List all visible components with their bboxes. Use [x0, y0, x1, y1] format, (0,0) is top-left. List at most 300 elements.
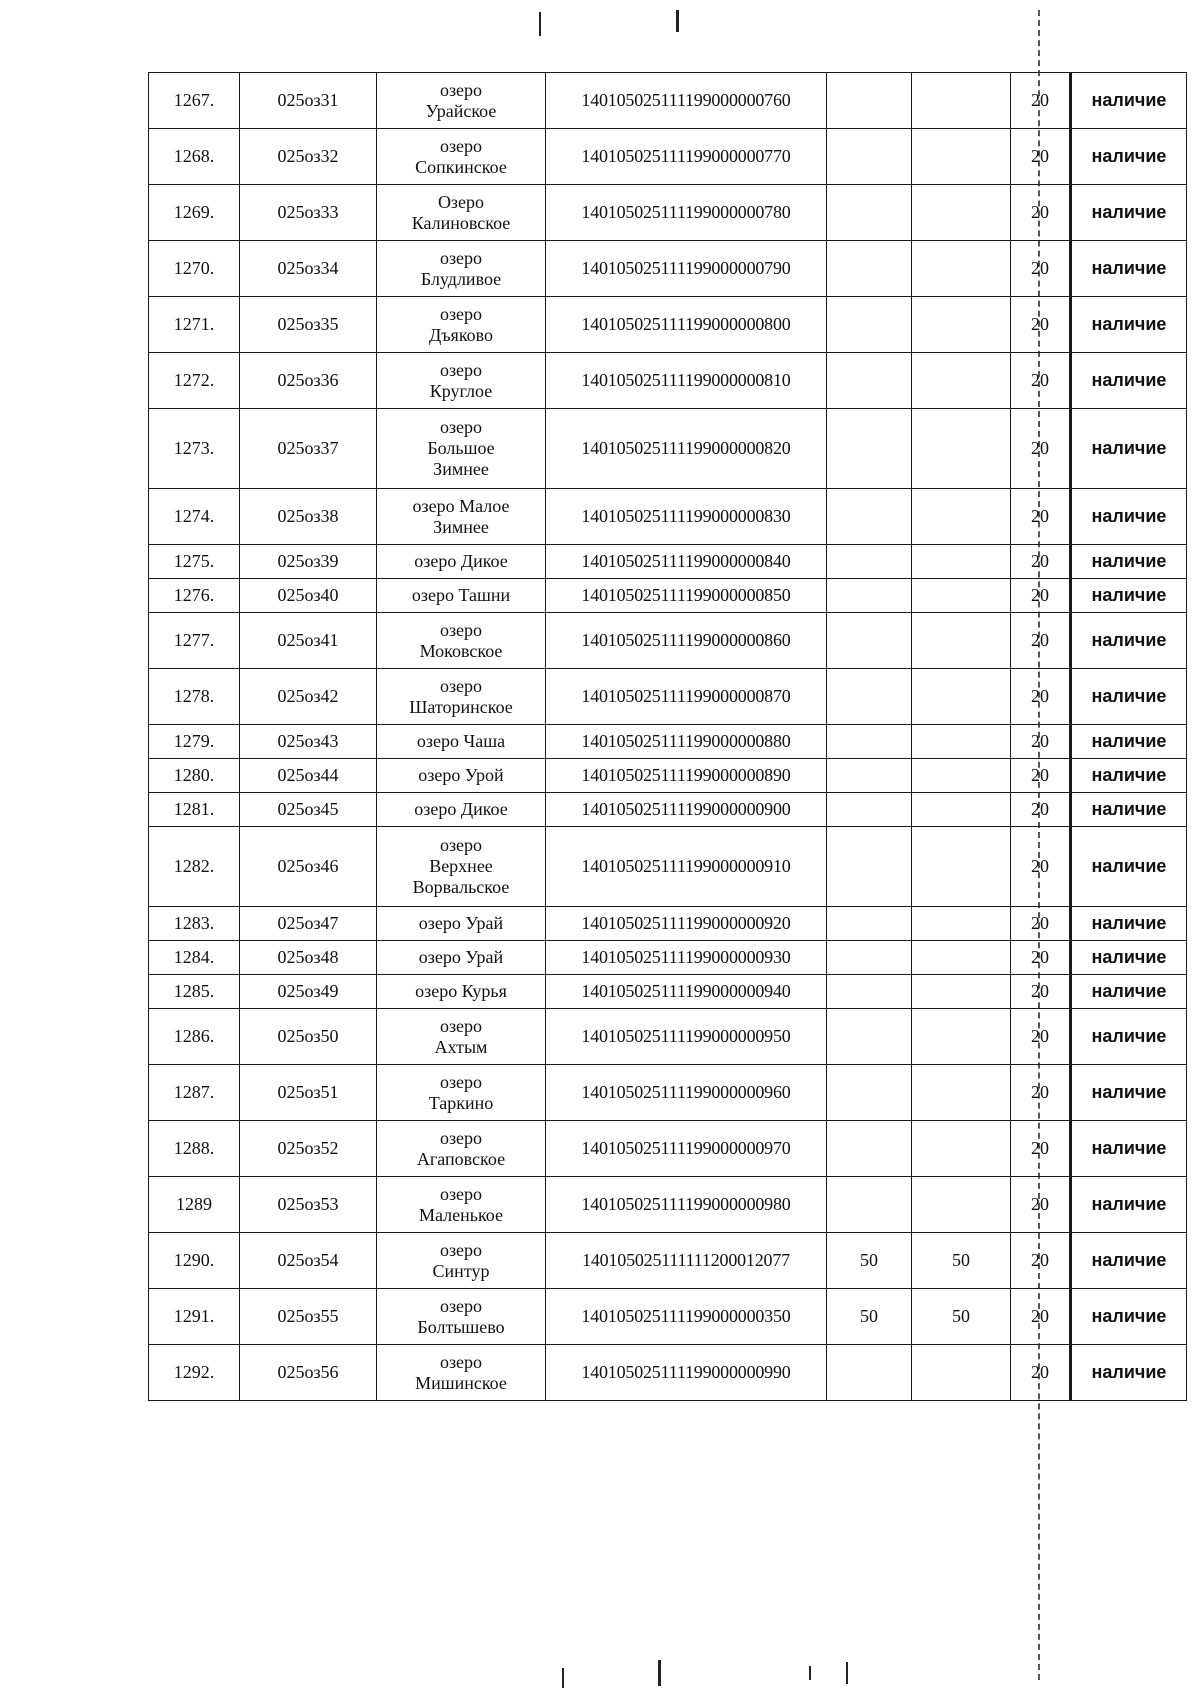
- row-registry-id: [546, 793, 827, 827]
- row-status: [1071, 1345, 1187, 1401]
- row-number: [149, 759, 240, 793]
- row-number-text: 1279.: [173, 731, 215, 751]
- row-registry-id-text: 140105025111199000000970: [581, 1138, 791, 1158]
- row-value-c-text: 20: [1031, 686, 1049, 706]
- row-number-text: 1289: [176, 1194, 212, 1214]
- table-row: [149, 545, 1187, 579]
- row-value-b: [912, 185, 1011, 241]
- row-registry-id: [546, 1121, 827, 1177]
- row-value-c: [1011, 353, 1071, 409]
- row-name: [377, 941, 546, 975]
- row-value-c: [1011, 1177, 1071, 1233]
- row-value-c-text: 20: [1031, 90, 1049, 110]
- row-registry-id-text: 140105025111199000000860: [581, 630, 791, 650]
- row-registry-id-text: 140105025111199000000850: [581, 585, 791, 605]
- row-number: [149, 669, 240, 725]
- row-name-text: озеро Таркино: [428, 1071, 494, 1113]
- row-code-text: 025оз39: [277, 551, 339, 571]
- row-code-text: 025оз52: [277, 1138, 339, 1158]
- scan-mark-bottom-1: [562, 1668, 564, 1688]
- row-code-text: 025оз38: [277, 506, 339, 526]
- row-value-a: [827, 975, 912, 1009]
- table-row: [149, 73, 1187, 129]
- row-code: [240, 613, 377, 669]
- row-status: [1071, 297, 1187, 353]
- row-code: [240, 579, 377, 613]
- row-status-text: наличие: [1091, 314, 1167, 334]
- row-status: [1071, 489, 1187, 545]
- row-registry-id: [546, 545, 827, 579]
- row-value-c: [1011, 725, 1071, 759]
- row-code-text: 025оз37: [277, 438, 339, 458]
- row-status-text: наличие: [1091, 438, 1167, 458]
- row-registry-id-text: 140105025111199000000960: [581, 1082, 791, 1102]
- row-code: [240, 1065, 377, 1121]
- row-code: [240, 545, 377, 579]
- row-name-text: озеро Агаповское: [416, 1127, 506, 1169]
- row-code: [240, 1121, 377, 1177]
- row-value-c-text: 20: [1031, 947, 1049, 967]
- row-name-text: озеро Ахтым: [434, 1015, 488, 1057]
- row-status-text: наличие: [1091, 731, 1167, 751]
- row-status: [1071, 545, 1187, 579]
- row-name: [377, 1233, 546, 1289]
- row-status-text: наличие: [1091, 947, 1167, 967]
- row-status: [1071, 241, 1187, 297]
- row-registry-id-text: 140105025111199000000770: [581, 146, 791, 166]
- row-number-text: 1275.: [173, 551, 215, 571]
- row-status: [1071, 1065, 1187, 1121]
- row-value-a-text: 50: [860, 1250, 878, 1270]
- row-status: [1071, 1233, 1187, 1289]
- row-registry-id: [546, 975, 827, 1009]
- row-value-c: [1011, 185, 1071, 241]
- table-row: [149, 241, 1187, 297]
- row-code-text: 025оз56: [277, 1362, 339, 1382]
- row-registry-id: [546, 1177, 827, 1233]
- row-number-text: 1281.: [173, 799, 215, 819]
- row-code: [240, 353, 377, 409]
- row-value-c: [1011, 975, 1071, 1009]
- row-code: [240, 409, 377, 489]
- row-value-b: [912, 1009, 1011, 1065]
- table-row: [149, 827, 1187, 907]
- row-value-c-text: 20: [1031, 981, 1049, 1001]
- table-row: [149, 353, 1187, 409]
- row-value-c: [1011, 1289, 1071, 1345]
- row-registry-id-text: 140105025111199000000350: [581, 1306, 791, 1326]
- row-registry-id: [546, 297, 827, 353]
- row-name: [377, 1065, 546, 1121]
- row-value-c-text: 20: [1031, 1026, 1049, 1046]
- row-value-b: [912, 793, 1011, 827]
- row-value-c-text: 20: [1031, 1306, 1049, 1326]
- row-name-text: озеро Моковское: [419, 619, 503, 661]
- row-code: [240, 827, 377, 907]
- scan-mark-bottom-3: [809, 1666, 811, 1680]
- row-code-text: 025оз40: [277, 585, 339, 605]
- row-number: [149, 1009, 240, 1065]
- row-value-a: [827, 1121, 912, 1177]
- row-code: [240, 73, 377, 129]
- row-value-c: [1011, 129, 1071, 185]
- row-value-c: [1011, 409, 1071, 489]
- row-name-text: озеро Урой: [418, 765, 504, 785]
- row-name-text: озеро Маленькое: [418, 1183, 503, 1225]
- row-name-text: озеро Круглое: [429, 359, 493, 401]
- row-number: [149, 975, 240, 1009]
- row-number-text: 1267.: [173, 90, 215, 110]
- row-number-text: 1285.: [173, 981, 215, 1001]
- table-row: [149, 941, 1187, 975]
- row-name: [377, 489, 546, 545]
- row-number: [149, 545, 240, 579]
- row-code: [240, 241, 377, 297]
- row-number-text: 1292.: [173, 1362, 215, 1382]
- row-value-c: [1011, 759, 1071, 793]
- row-value-a: [827, 353, 912, 409]
- row-code: [240, 1009, 377, 1065]
- row-value-c-text: 20: [1031, 1194, 1049, 1214]
- row-status: [1071, 129, 1187, 185]
- row-value-c: [1011, 793, 1071, 827]
- row-code-text: 025оз48: [277, 947, 339, 967]
- table-row: [149, 579, 1187, 613]
- table-row: [149, 907, 1187, 941]
- row-registry-id: [546, 1233, 827, 1289]
- row-status-text: наличие: [1091, 146, 1167, 166]
- table-row: [149, 1009, 1187, 1065]
- row-number-text: 1269.: [173, 202, 215, 222]
- row-registry-id: [546, 1065, 827, 1121]
- row-registry-id-text: 140105025111199000000950: [581, 1026, 791, 1046]
- row-registry-id-text: 140105025111199000000760: [581, 90, 791, 110]
- row-value-b: [912, 1233, 1011, 1289]
- table-row: [149, 1233, 1187, 1289]
- row-value-c: [1011, 545, 1071, 579]
- row-number: [149, 353, 240, 409]
- row-code: [240, 185, 377, 241]
- row-registry-id-text: 140105025111199000000840: [581, 551, 791, 571]
- row-status: [1071, 73, 1187, 129]
- row-value-b: [912, 545, 1011, 579]
- row-value-c: [1011, 907, 1071, 941]
- row-value-a: [827, 759, 912, 793]
- row-value-b: [912, 1289, 1011, 1345]
- row-number-text: 1271.: [173, 314, 215, 334]
- row-name: [377, 907, 546, 941]
- scan-mark-top-left: [539, 12, 541, 36]
- row-status-text: наличие: [1091, 585, 1167, 605]
- row-number: [149, 793, 240, 827]
- row-value-c: [1011, 1065, 1071, 1121]
- row-status-text: наличие: [1091, 913, 1167, 933]
- row-value-c-text: 20: [1031, 314, 1049, 334]
- row-value-c-text: 20: [1031, 551, 1049, 571]
- row-value-c: [1011, 1121, 1071, 1177]
- row-name: [377, 353, 546, 409]
- row-value-a: [827, 185, 912, 241]
- row-value-b: [912, 725, 1011, 759]
- row-value-c: [1011, 241, 1071, 297]
- row-number: [149, 1065, 240, 1121]
- row-status-text: наличие: [1091, 856, 1167, 876]
- row-registry-id: [546, 1009, 827, 1065]
- row-code-text: 025оз54: [277, 1250, 339, 1270]
- row-value-c-text: 20: [1031, 1362, 1049, 1382]
- row-name-text: озеро Дикое: [414, 799, 508, 819]
- row-code: [240, 1233, 377, 1289]
- table-row: [149, 409, 1187, 489]
- row-name: [377, 669, 546, 725]
- row-name-text: озеро Чаша: [416, 731, 506, 751]
- row-status: [1071, 1289, 1187, 1345]
- row-value-c-text: 20: [1031, 370, 1049, 390]
- row-name: [377, 793, 546, 827]
- row-code-text: 025оз42: [277, 686, 339, 706]
- row-name: [377, 1289, 546, 1345]
- row-code-text: 025оз55: [277, 1306, 339, 1326]
- row-code: [240, 941, 377, 975]
- row-status-text: наличие: [1091, 1362, 1167, 1382]
- row-value-c-text: 20: [1031, 438, 1049, 458]
- row-value-a: [827, 941, 912, 975]
- row-registry-id: [546, 129, 827, 185]
- row-registry-id: [546, 669, 827, 725]
- table-row: [149, 1065, 1187, 1121]
- row-status: [1071, 1177, 1187, 1233]
- row-registry-id-text: 140105025111199000000940: [581, 981, 791, 1001]
- row-value-a: [827, 129, 912, 185]
- row-code-text: 025оз49: [277, 981, 339, 1001]
- row-name: [377, 409, 546, 489]
- row-status-text: наличие: [1091, 551, 1167, 571]
- table-row: [149, 1177, 1187, 1233]
- row-name-text: озеро Синтур: [432, 1239, 490, 1281]
- row-code: [240, 1345, 377, 1401]
- row-registry-id: [546, 73, 827, 129]
- row-number-text: 1283.: [173, 913, 215, 933]
- row-registry-id-text: 140105025111199000000880: [581, 731, 791, 751]
- row-registry-id-text: 140105025111199000000810: [581, 370, 791, 390]
- row-value-c: [1011, 827, 1071, 907]
- row-value-c-text: 20: [1031, 146, 1049, 166]
- row-value-b: [912, 827, 1011, 907]
- row-value-c: [1011, 1009, 1071, 1065]
- row-status: [1071, 669, 1187, 725]
- row-value-a: [827, 73, 912, 129]
- row-code: [240, 793, 377, 827]
- row-value-b: [912, 975, 1011, 1009]
- row-value-b: [912, 579, 1011, 613]
- row-value-c-text: 20: [1031, 202, 1049, 222]
- row-status: [1071, 185, 1187, 241]
- row-registry-id: [546, 241, 827, 297]
- row-value-b: [912, 353, 1011, 409]
- row-value-b: [912, 1121, 1011, 1177]
- row-registry-id: [546, 907, 827, 941]
- row-status-text: наличие: [1091, 1250, 1167, 1270]
- row-registry-id-text: 140105025111199000000890: [581, 765, 791, 785]
- row-value-b: [912, 409, 1011, 489]
- row-number-text: 1290.: [173, 1250, 215, 1270]
- row-code: [240, 1289, 377, 1345]
- row-code: [240, 489, 377, 545]
- row-name-text: озеро Дикое: [414, 551, 508, 571]
- row-status-text: наличие: [1091, 1194, 1167, 1214]
- row-number: [149, 1121, 240, 1177]
- row-registry-id-text: 140105025111199000000930: [581, 947, 791, 967]
- row-name: [377, 545, 546, 579]
- row-name: [377, 185, 546, 241]
- row-code-text: 025оз46: [277, 856, 339, 876]
- row-value-b: [912, 669, 1011, 725]
- row-number-text: 1273.: [173, 438, 215, 458]
- scan-mark-bottom-4: [846, 1662, 848, 1684]
- row-value-a: [827, 793, 912, 827]
- row-value-c: [1011, 73, 1071, 129]
- row-number-text: 1282.: [173, 856, 215, 876]
- row-name-text: озеро Урай: [418, 947, 504, 967]
- row-value-a: [827, 489, 912, 545]
- row-name-text: озеро Ташни: [411, 585, 511, 605]
- row-value-a: [827, 241, 912, 297]
- row-number-text: 1277.: [173, 630, 215, 650]
- row-code: [240, 129, 377, 185]
- row-value-b: [912, 1177, 1011, 1233]
- row-value-b: [912, 613, 1011, 669]
- row-code-text: 025оз36: [277, 370, 339, 390]
- row-registry-id-text: 140105025111199000000830: [581, 506, 791, 526]
- row-status: [1071, 409, 1187, 489]
- row-registry-id: [546, 827, 827, 907]
- row-value-b: [912, 759, 1011, 793]
- row-registry-id-text: 140105025111199000000920: [581, 913, 791, 933]
- row-value-a: [827, 669, 912, 725]
- row-code: [240, 1177, 377, 1233]
- row-name-text: озеро Сопкинское: [415, 135, 507, 177]
- row-code: [240, 669, 377, 725]
- row-name-text: озеро Большое Зимнее: [427, 417, 495, 479]
- row-status-text: наличие: [1091, 630, 1167, 650]
- table-body: [149, 73, 1187, 1401]
- row-registry-id: [546, 725, 827, 759]
- row-code-text: 025оз31: [277, 90, 339, 110]
- row-value-c-text: 20: [1031, 856, 1049, 876]
- row-status-text: наличие: [1091, 686, 1167, 706]
- row-registry-id: [546, 489, 827, 545]
- row-value-c-text: 20: [1031, 1138, 1049, 1158]
- row-status-text: наличие: [1091, 202, 1167, 222]
- row-status: [1071, 827, 1187, 907]
- row-value-b: [912, 1065, 1011, 1121]
- row-name: [377, 1177, 546, 1233]
- row-value-c-text: 20: [1031, 731, 1049, 751]
- row-number-text: 1272.: [173, 370, 215, 390]
- row-number-text: 1274.: [173, 506, 215, 526]
- table-row: [149, 1345, 1187, 1401]
- row-value-a: [827, 827, 912, 907]
- row-registry-id-text: 140105025111199000000990: [581, 1362, 791, 1382]
- row-code-text: 025оз34: [277, 258, 339, 278]
- row-code: [240, 975, 377, 1009]
- row-name: [377, 579, 546, 613]
- row-status: [1071, 975, 1187, 1009]
- table-row: [149, 185, 1187, 241]
- row-status: [1071, 353, 1187, 409]
- row-value-c: [1011, 579, 1071, 613]
- row-name: [377, 613, 546, 669]
- row-status: [1071, 579, 1187, 613]
- row-registry-id: [546, 941, 827, 975]
- row-value-b-text: 50: [952, 1250, 970, 1270]
- row-value-b: [912, 907, 1011, 941]
- row-value-c: [1011, 489, 1071, 545]
- row-value-a: [827, 907, 912, 941]
- table-row: [149, 793, 1187, 827]
- row-status: [1071, 613, 1187, 669]
- row-value-a: [827, 1233, 912, 1289]
- row-number: [149, 941, 240, 975]
- row-number: [149, 907, 240, 941]
- row-name-text: озеро Верхнее Ворвальское: [412, 835, 510, 897]
- row-value-b: [912, 241, 1011, 297]
- row-status: [1071, 941, 1187, 975]
- row-value-a: [827, 409, 912, 489]
- row-status: [1071, 793, 1187, 827]
- row-value-c: [1011, 1345, 1071, 1401]
- row-code-text: 025оз45: [277, 799, 339, 819]
- row-name: [377, 297, 546, 353]
- row-value-a: [827, 1009, 912, 1065]
- row-name: [377, 73, 546, 129]
- row-registry-id: [546, 759, 827, 793]
- row-status-text: наличие: [1091, 506, 1167, 526]
- row-value-a: [827, 1289, 912, 1345]
- row-name: [377, 1121, 546, 1177]
- row-value-c-text: 20: [1031, 1082, 1049, 1102]
- row-number-text: 1270.: [173, 258, 215, 278]
- row-name: [377, 1345, 546, 1401]
- row-number: [149, 827, 240, 907]
- row-name-text: озеро Болтышево: [417, 1295, 505, 1337]
- row-code-text: 025оз33: [277, 202, 339, 222]
- row-number: [149, 241, 240, 297]
- row-name: [377, 827, 546, 907]
- row-value-a: [827, 1345, 912, 1401]
- row-registry-id-text: 140105025111199000000780: [581, 202, 791, 222]
- row-value-c: [1011, 613, 1071, 669]
- row-value-c-text: 20: [1031, 1250, 1049, 1270]
- row-registry-id-text: 140105025111199000000790: [581, 258, 791, 278]
- row-number: [149, 1177, 240, 1233]
- row-number-text: 1280.: [173, 765, 215, 785]
- row-status-text: наличие: [1091, 1138, 1167, 1158]
- row-status-text: наличие: [1091, 90, 1167, 110]
- row-status-text: наличие: [1091, 799, 1167, 819]
- row-registry-id-text: 140105025111199000000800: [581, 314, 791, 334]
- row-value-c-text: 20: [1031, 258, 1049, 278]
- row-status-text: наличие: [1091, 258, 1167, 278]
- table-row: [149, 297, 1187, 353]
- row-number-text: 1284.: [173, 947, 215, 967]
- row-number: [149, 1233, 240, 1289]
- row-number-text: 1276.: [173, 585, 215, 605]
- row-registry-id: [546, 579, 827, 613]
- row-name: [377, 725, 546, 759]
- row-number: [149, 129, 240, 185]
- row-registry-id: [546, 353, 827, 409]
